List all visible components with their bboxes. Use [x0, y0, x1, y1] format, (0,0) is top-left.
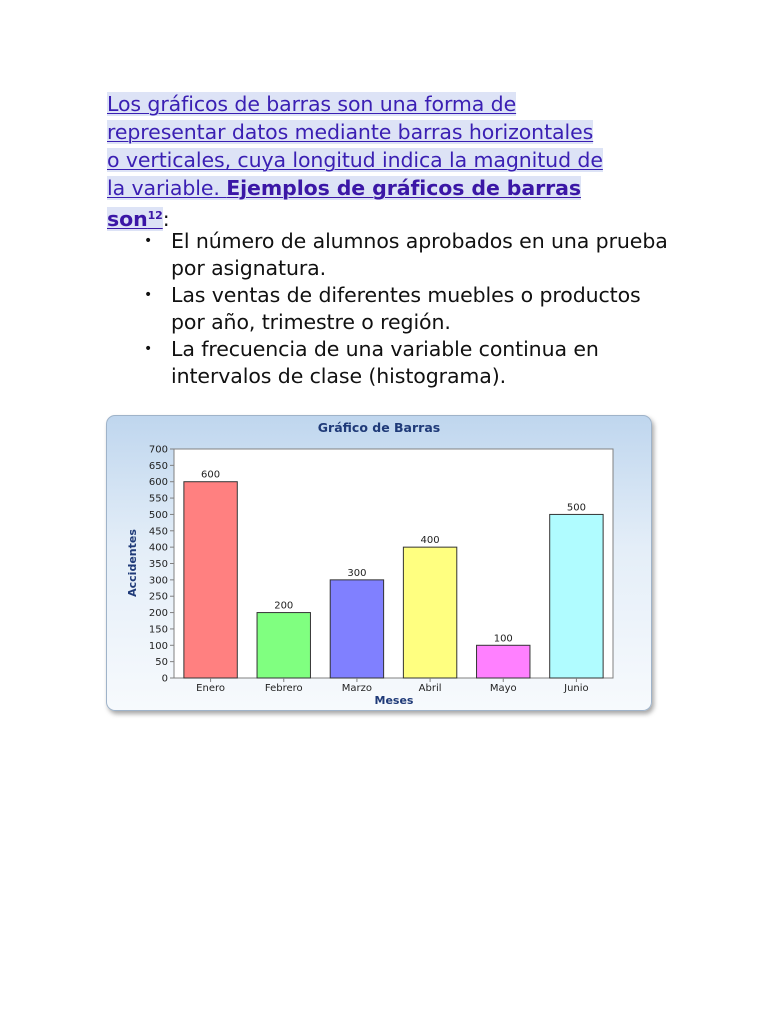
- y-tick-label: 450: [148, 526, 168, 538]
- y-tick-label: 250: [148, 591, 168, 603]
- y-tick-label: 700: [148, 444, 168, 456]
- bullet-icon: •: [144, 341, 153, 357]
- y-tick-label: 0: [161, 673, 168, 685]
- x-tick-label: Enero: [196, 683, 225, 694]
- y-axis: [149, 445, 174, 685]
- x-tick-label: Junio: [564, 683, 589, 694]
- list-item: [140, 228, 680, 282]
- chart-title: Gráfico de Barras: [317, 420, 441, 435]
- y-axis-label: Accidentes: [126, 529, 139, 597]
- y-tick-label: 550: [148, 493, 168, 505]
- examples-link-end-text: son: [107, 207, 148, 231]
- bar: [477, 645, 530, 678]
- plot-area: [174, 449, 613, 678]
- intro-link-line-2[interactable]: representar datos mediante barras horizontales: [107, 120, 594, 144]
- y-tick-label: 150: [148, 624, 168, 636]
- bar-value-label: 500: [566, 502, 586, 514]
- bar-value-label: 600: [201, 469, 221, 481]
- bullet-icon: •: [144, 233, 153, 249]
- y-tick-label: 350: [148, 559, 168, 570]
- bar: [403, 547, 456, 678]
- bullet-icon: •: [144, 287, 153, 303]
- x-axis: [196, 678, 589, 694]
- bar-chart-panel: [106, 415, 652, 711]
- x-axis-label: Meses: [374, 694, 414, 707]
- y-tick-label: 50: [155, 657, 168, 669]
- footnote-ref[interactable]: 12: [147, 209, 163, 222]
- x-tick-label: Abril: [418, 683, 442, 694]
- list-item-text: El número de alumnos aprobados en una prueba por asignatura.: [171, 229, 668, 280]
- y-tick-label: 500: [148, 509, 168, 521]
- list-item: [140, 336, 680, 390]
- bar-chart: [107, 416, 651, 710]
- y-tick-label: 600: [148, 477, 168, 489]
- bar-value-label: 200: [274, 600, 294, 612]
- intro-paragraph: [107, 90, 667, 233]
- bar-value-label: 400: [420, 535, 440, 547]
- intro-link-line-4[interactable]: la variable.: [107, 176, 227, 200]
- list-item-text: La frecuencia de una variable continua en intervalos de clase (histograma).: [171, 337, 599, 388]
- bar-value-label: 100: [493, 633, 513, 645]
- bar: [257, 613, 310, 678]
- y-tick-label: 400: [148, 542, 168, 554]
- examples-link[interactable]: Ejemplos de gráficos de barras: [226, 176, 581, 200]
- bar: [550, 514, 603, 678]
- x-tick-label: Mayo: [489, 683, 517, 694]
- intro-link-line-1[interactable]: Los gráficos de barras son una forma de: [107, 92, 517, 116]
- intro-link-line-3[interactable]: o verticales, cuya longitud indica la magnitud de: [107, 148, 603, 172]
- bar-value-label: 300: [347, 567, 367, 579]
- y-tick-label: 200: [148, 608, 168, 620]
- y-tick-label: 300: [148, 575, 168, 587]
- y-tick-label: 100: [148, 640, 168, 652]
- list-item: [140, 282, 680, 336]
- y-tick-label: 650: [148, 460, 168, 472]
- intro-colon: :: [162, 207, 170, 231]
- x-tick-label: Marzo: [341, 683, 373, 694]
- x-tick-label: Febrero: [264, 683, 303, 694]
- bar: [184, 482, 237, 678]
- list-item-text: Las ventas de diferentes muebles o productos por año, trimestre o región.: [171, 283, 641, 334]
- bar: [330, 580, 383, 678]
- examples-list: [140, 228, 680, 390]
